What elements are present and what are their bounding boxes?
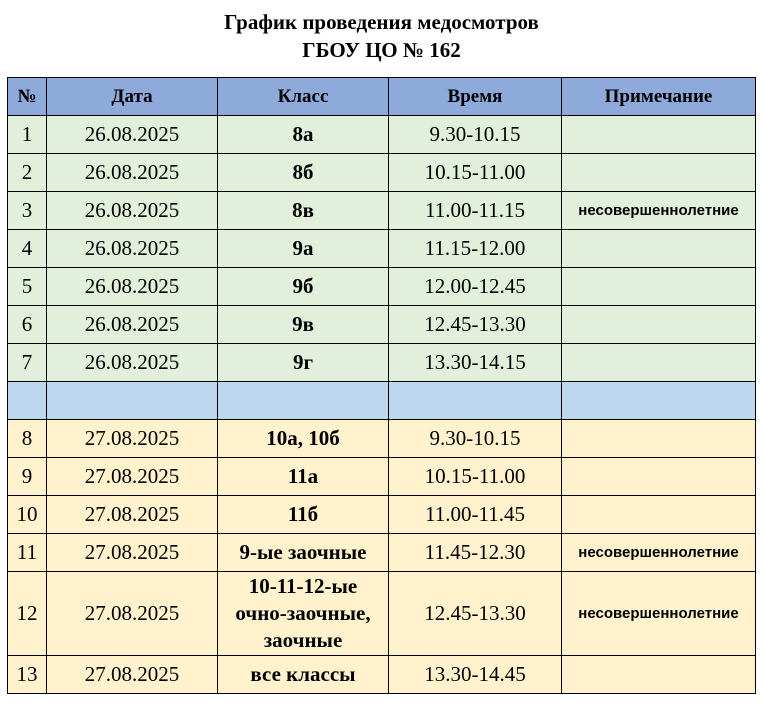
cell-date: 26.08.2025 [47,306,218,344]
title-line-2: ГБОУ ЦО № 162 [302,38,461,62]
cell-class: 9-ые заочные [218,534,389,572]
cell-note [562,268,756,306]
cell-date: 27.08.2025 [47,496,218,534]
cell-class [218,572,389,656]
cell-class-line: заочные [263,628,343,652]
cell-time: 13.30-14.15 [389,344,562,382]
separator-cell [47,382,218,420]
cell-class: 8в [218,192,389,230]
cell-num: 11 [8,534,47,572]
table-row [8,192,756,230]
cell-num: 10 [8,496,47,534]
header-note: Примечание [562,78,756,116]
cell-time: 12.45-13.30 [389,306,562,344]
cell-class: все классы [218,656,389,694]
table-row [8,154,756,192]
table-row [8,496,756,534]
header-row [8,78,756,116]
table-row [8,534,756,572]
cell-class-line: очно-заочные, [235,601,371,625]
cell-note [562,344,756,382]
cell-date: 27.08.2025 [47,458,218,496]
cell-class: 9б [218,268,389,306]
cell-num: 3 [8,192,47,230]
table-row [8,572,756,656]
cell-class: 9в [218,306,389,344]
cell-note [562,420,756,458]
cell-class: 8а [218,116,389,154]
cell-class: 11а [218,458,389,496]
separator-cell [562,382,756,420]
table-row [8,656,756,694]
cell-date: 27.08.2025 [47,420,218,458]
cell-class: 8б [218,154,389,192]
cell-note [562,496,756,534]
cell-date: 27.08.2025 [47,656,218,694]
cell-time: 11.00-11.45 [389,496,562,534]
cell-num: 5 [8,268,47,306]
header-num: № [8,78,47,116]
table-row [8,116,756,154]
cell-note: несовершеннолетние [562,192,756,230]
cell-time: 13.30-14.45 [389,656,562,694]
cell-num: 4 [8,230,47,268]
table-row [8,268,756,306]
cell-num: 8 [8,420,47,458]
cell-time: 12.00-12.45 [389,268,562,306]
table-row [8,230,756,268]
cell-note [562,154,756,192]
cell-class-line: 10-11-12-ые [248,574,358,598]
header-date: Дата [47,78,218,116]
cell-time: 10.15-11.00 [389,154,562,192]
table-row [8,306,756,344]
table-row [8,344,756,382]
cell-note: несовершеннолетние [562,534,756,572]
cell-time: 11.00-11.15 [389,192,562,230]
cell-note [562,458,756,496]
cell-date: 26.08.2025 [47,230,218,268]
table-row [8,458,756,496]
cell-num: 9 [8,458,47,496]
cell-time: 11.45-12.30 [389,534,562,572]
cell-time: 9.30-10.15 [389,116,562,154]
cell-num: 1 [8,116,47,154]
cell-date: 26.08.2025 [47,154,218,192]
cell-class: 11б [218,496,389,534]
cell-time: 12.45-13.30 [389,572,562,656]
schedule-table [7,77,756,694]
cell-time: 10.15-11.00 [389,458,562,496]
cell-num: 2 [8,154,47,192]
cell-date: 26.08.2025 [47,268,218,306]
cell-num: 13 [8,656,47,694]
cell-num: 7 [8,344,47,382]
cell-date: 27.08.2025 [47,534,218,572]
cell-class: 9г [218,344,389,382]
cell-date: 26.08.2025 [47,192,218,230]
cell-time: 9.30-10.15 [389,420,562,458]
cell-note [562,116,756,154]
header-time: Время [389,78,562,116]
separator-cell [8,382,47,420]
cell-num: 6 [8,306,47,344]
cell-date: 26.08.2025 [47,344,218,382]
cell-note: несовершеннолетние [562,572,756,656]
cell-num: 12 [8,572,47,656]
table-row [8,420,756,458]
cell-class: 9а [218,230,389,268]
separator-cell [389,382,562,420]
separator-cell [218,382,389,420]
cell-date: 27.08.2025 [47,572,218,656]
cell-date: 26.08.2025 [47,116,218,154]
separator-row [8,382,756,420]
title-line-1: График проведения медосмотров [224,10,539,34]
cell-time: 11.15-12.00 [389,230,562,268]
cell-note [562,656,756,694]
header-class: Класс [218,78,389,116]
cell-note [562,306,756,344]
cell-class: 10а, 10б [218,420,389,458]
cell-note [562,230,756,268]
